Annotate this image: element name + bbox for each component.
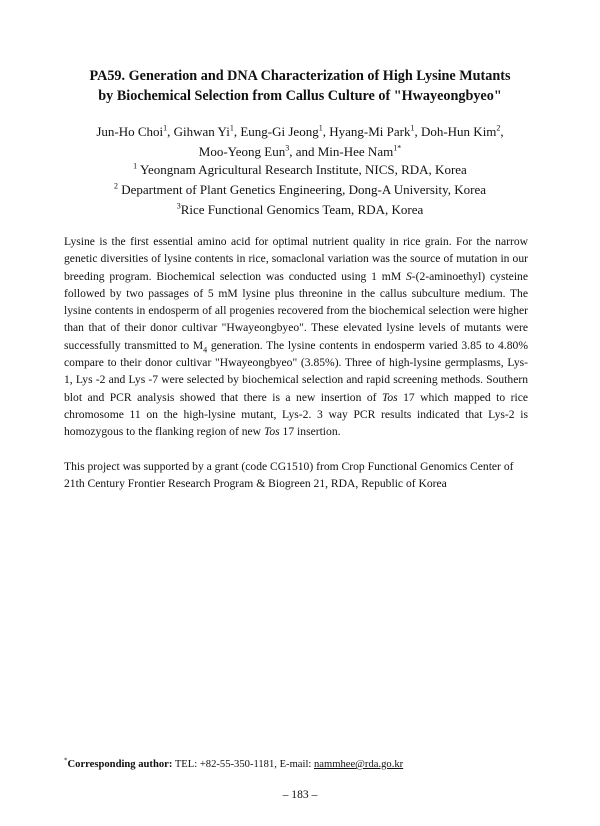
author-affil-mark: 1 [410, 123, 415, 133]
title-line-2: by Biochemical Selection from Callus Culture of "Hwayeongbyeo" [98, 88, 502, 104]
abstract-subscript: 4 [203, 345, 208, 355]
abstract-italic: S [405, 269, 412, 283]
paper-title [40, 66, 560, 106]
author-separator: , [500, 124, 504, 139]
affiliation-mark: 2 [113, 181, 118, 191]
author-affil-mark: 1 [229, 123, 234, 133]
author-separator: , [414, 124, 421, 139]
author: Moo-Yeong Eun [198, 144, 286, 159]
abstract-text: 17 insertion. [279, 425, 341, 439]
author-affil-mark: 1 [318, 123, 323, 133]
author: Min-Hee Nam [317, 144, 394, 159]
affiliation-list [40, 160, 560, 220]
page-number: – 183 – [282, 788, 318, 801]
abstract-text: generation. The lysine contents in endosperm varied 3.85 to 4.80% compare to their donor cultivar "Hwayeongbyeo" (3.85%). Three of high-lysine germplasms, Lys-1, Lys -2 and Lys -7 were selected by biochemical selection and rapid screening methods. Southern blot and PCR analysis showed that there is a new insertion of [64, 338, 528, 404]
author-affil-mark: 3 [285, 143, 290, 153]
author-list [40, 122, 560, 162]
author-affil-mark: 2 [496, 123, 501, 133]
abstract-italic: Tos [263, 425, 280, 439]
abstract-text: Lysine is the first essential amino acid for optimal nutrient quality in rice grain. For the narrow genetic diversities of lysine contents in rice, somaclonal variation was the source of mutation in our breeding program. Biochemical selection was conducted using 1 mM [64, 235, 528, 283]
affiliation-mark: 3 [176, 201, 181, 211]
affiliation [40, 200, 560, 220]
author-separator: , [322, 124, 330, 139]
author-affil-mark: 1* [393, 143, 402, 153]
author-separator: , [233, 124, 241, 139]
author-affil-mark: 1 [163, 123, 168, 133]
affiliation [40, 160, 560, 180]
corresponding-contact: TEL: +82-55-350-1181, E-mail: [172, 759, 314, 770]
affiliation [40, 180, 560, 200]
corresponding-mark: * [64, 756, 68, 765]
abstract-paragraph [64, 233, 528, 441]
affiliation-mark: 1 [133, 161, 138, 171]
affiliation-text: Rice Functional Genomics Team, RDA, Korea [180, 202, 424, 217]
author: Gihwan Yi [173, 124, 230, 139]
abstract-text: 17 which mapped to rice chromosome 11 on the high-lysine mutant, Lys-2. 3 way PCR results indicated that Lys-2 is homozygous to the flanking region of new [64, 390, 528, 439]
title-line-1: PA59. Generation and DNA Characterization of High Lysine Mutants [89, 68, 511, 84]
affiliation-text: Yeongnam Agricultural Research Institute, NICS, RDA, Korea [137, 162, 467, 177]
corresponding-label: Corresponding author: [67, 759, 173, 770]
author: Doh-Hun Kim [420, 124, 497, 139]
affiliation-text: Department of Plant Genetics Engineering, Dong-A University, Korea [117, 182, 487, 197]
author-separator: , [167, 124, 174, 139]
email-link[interactable]: nammhee@rda.go.kr [313, 759, 404, 770]
corresponding-author-note [64, 758, 403, 772]
author: Hyang-Mi Park [329, 124, 411, 139]
abstract-text: -(2-aminoethyl) cysteine followed by two passages of 5 mM lysine plus threonine in the callus subculture medium. The lysine contents in endosperm of all progenies recovered from the biochemical selection were higher than that of their donor cultivar "Hwayeongbyeo". These elevated lysine levels of mutants were successfully transmitted to M [64, 269, 528, 352]
author-separator: , and [289, 144, 318, 159]
abstract-italic: Tos [381, 390, 398, 404]
funding-statement: This project was supported by a grant (code CG1510) from Crop Functional Genomics Center of 21th Century Frontier Research Program & Biogreen 21, RDA, Republic of Korea [64, 460, 514, 491]
author: Eung-Gi Jeong [240, 124, 319, 139]
author: Jun-Ho Choi [96, 124, 164, 139]
